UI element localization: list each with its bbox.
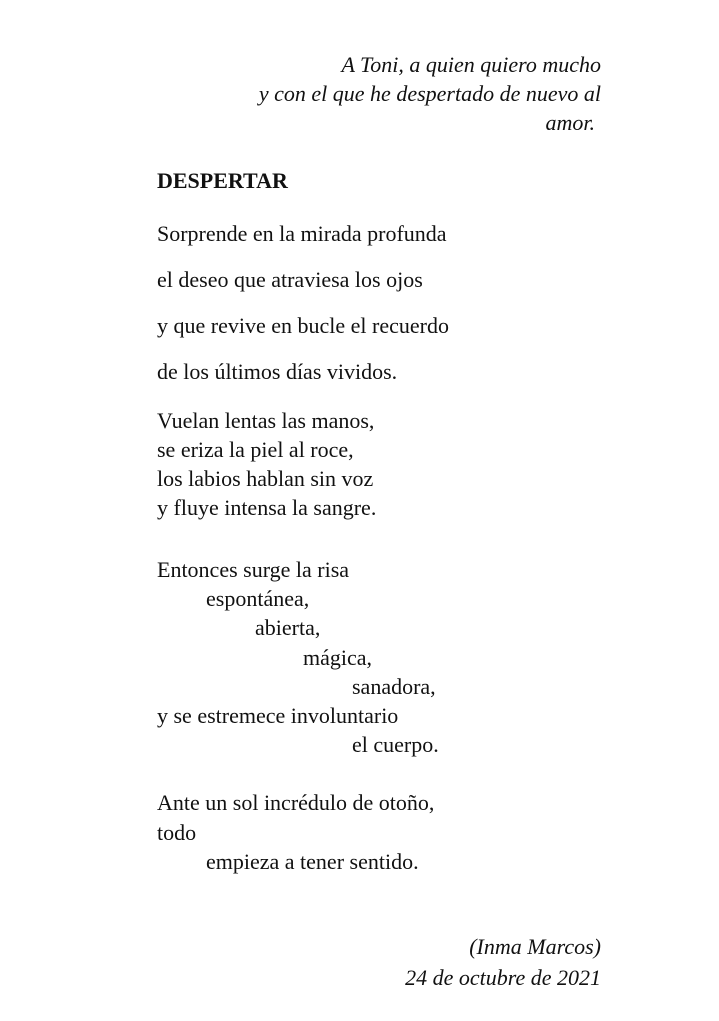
verse-line: Entonces surge la risa xyxy=(157,557,350,582)
verse-line: sanadora, xyxy=(352,673,436,699)
author-name: (Inma Marcos) xyxy=(469,934,601,959)
stanza xyxy=(157,555,439,759)
stanza xyxy=(157,406,376,522)
dedication xyxy=(181,50,601,137)
signature xyxy=(201,931,601,993)
stanza xyxy=(157,211,449,395)
poem-date: 24 de octubre de 2021 xyxy=(405,965,601,990)
verse-line: empieza a tener sentido. xyxy=(206,849,419,874)
verse-line: Vuelan lentas las manos, xyxy=(157,408,375,433)
verse-line: Ante un sol incrédulo de otoño, xyxy=(157,790,435,815)
dedication-line: A Toni, a quien quiero mucho xyxy=(341,52,601,77)
verse-line: se eriza la piel al roce, xyxy=(157,437,354,462)
verse-line: el deseo que atraviesa los ojos xyxy=(157,267,423,292)
poem-title: DESPERTAR xyxy=(157,168,288,193)
verse-line: espontánea, xyxy=(206,586,310,612)
dedication-line: y con el que he despertado de nuevo al xyxy=(258,81,601,106)
verse-line: y que revive en bucle el recuerdo xyxy=(157,313,449,338)
verse-line: los labios hablan sin voz xyxy=(157,466,374,491)
verse-line: mágica, xyxy=(303,644,373,670)
verse-line: todo xyxy=(157,819,197,845)
verse-line: de los últimos días vividos. xyxy=(157,359,398,384)
verse-line: Sorprende en la mirada profunda xyxy=(157,221,447,246)
verse-line: y fluye intensa la sangre. xyxy=(157,495,377,520)
verse-line: el cuerpo. xyxy=(352,732,439,758)
stanza xyxy=(157,788,434,877)
verse-line: y se estremece involuntario xyxy=(157,703,399,729)
verse-line: abierta, xyxy=(255,615,321,641)
dedication-line: amor. xyxy=(545,110,595,135)
